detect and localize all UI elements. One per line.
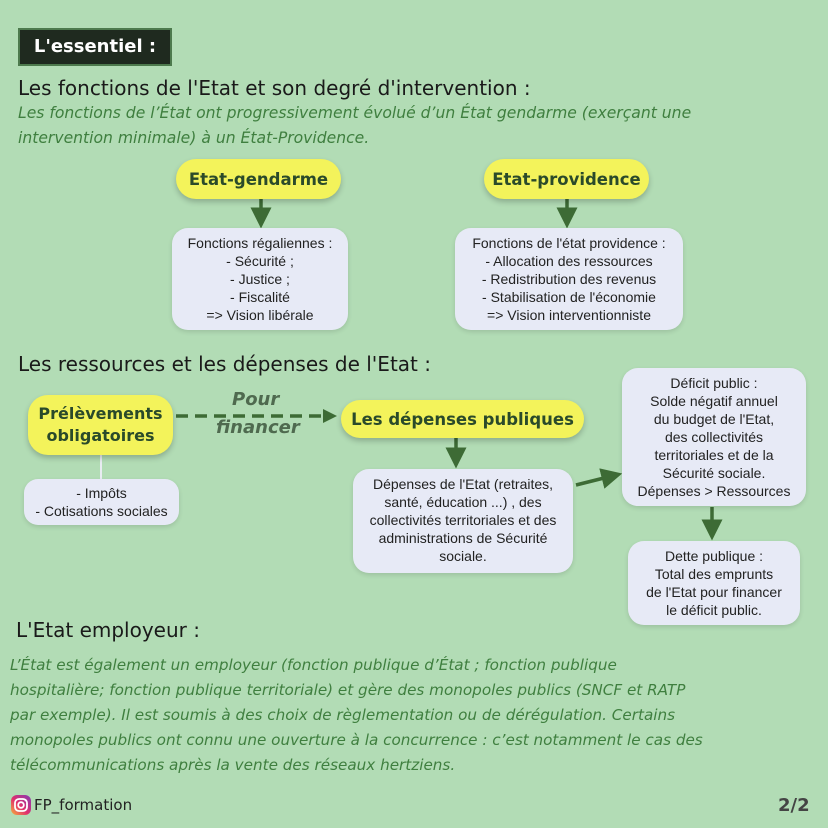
instagram-icon xyxy=(10,794,32,816)
etat-gendarme-pill: Etat-gendarme xyxy=(176,159,341,199)
dette-item: Dette publique : xyxy=(664,548,764,564)
depenses-publiques-pill: Les dépenses publiques xyxy=(341,400,584,438)
gendarme-item: - Justice ; xyxy=(230,271,290,287)
providence-item: - Redistribution des revenus xyxy=(481,271,657,287)
impots-card xyxy=(24,479,179,525)
financer-label: financer xyxy=(216,417,300,438)
pour-label: Pour xyxy=(232,389,280,410)
providence-item: - Stabilisation de l'économie xyxy=(482,289,656,305)
etat-providence-pill: Etat-providence xyxy=(484,159,649,199)
depenses-card xyxy=(353,469,573,573)
intro-line-1: Les fonctions de l’État ont progressivement évolué d’un État gendarme (exerçant une xyxy=(18,104,692,122)
providence-item: Fonctions de l'état providence : xyxy=(472,235,666,251)
providence-item: => Vision interventionniste xyxy=(487,307,651,323)
providence-card xyxy=(455,228,683,330)
gendarme-item: - Fiscalité xyxy=(230,289,290,305)
employeur-line-5: télécommunications après la vente des réseaux hertziens. xyxy=(10,756,456,774)
deficit-item: Déficit public : xyxy=(670,375,758,391)
depenses-item: sociale. xyxy=(439,548,487,564)
impots-item: - Cotisations sociales xyxy=(35,503,168,519)
deficit-item: des collectivités xyxy=(664,429,764,445)
employeur-line-2: hospitalière; fonction publique territoriale) et gère des monopoles publics (SNCF et RATP xyxy=(10,681,686,699)
providence-item: - Allocation des ressources xyxy=(485,253,653,269)
gendarme-card xyxy=(172,228,348,330)
employeur-line-3: par exemple). Il est soumis à des choix de règlementation ou de dérégulation. Certains xyxy=(10,706,676,724)
depenses-item: Dépenses de l'Etat (retraites, xyxy=(372,476,554,492)
page-indicator: 2/2 xyxy=(778,795,810,816)
section-title-ressources: Les ressources et les dépenses de l'Etat : xyxy=(18,352,431,376)
prelevements-line-1: Prélèvements xyxy=(38,404,163,423)
prelevements-pill xyxy=(28,395,173,455)
employeur-line-4: monopoles publics ont connu une ouverture à la concurrence : c’est notamment le cas des xyxy=(10,731,703,749)
section-title-employeur: L'Etat employeur : xyxy=(16,618,200,642)
employeur-line-1: L’État est également un employeur (fonction publique d’État ; fonction publique xyxy=(10,656,617,674)
depenses-item: collectivités territoriales et des xyxy=(369,512,557,528)
deficit-card xyxy=(622,368,806,506)
gendarme-item: => Vision libérale xyxy=(206,307,314,323)
deficit-item: Dépenses > Ressources xyxy=(637,483,791,499)
section-title-fonctions: Les fonctions de l'Etat et son degré d'intervention : xyxy=(18,76,531,100)
depenses-item: santé, éducation ...) , des xyxy=(384,494,542,510)
impots-item: - Impôts xyxy=(76,485,127,501)
footer-handle: FP_formation xyxy=(34,796,133,814)
essentiel-badge: L'essentiel : xyxy=(18,28,172,66)
deficit-item: du budget de l'Etat, xyxy=(653,411,775,427)
arrow-depenses-deficit xyxy=(576,476,612,485)
intro-line-2: intervention minimale) à un État-Providence. xyxy=(18,129,370,147)
dette-item: de l'Etat pour financer xyxy=(646,584,782,600)
dette-item: le déficit public. xyxy=(666,602,762,618)
gendarme-item: - Sécurité ; xyxy=(226,253,294,269)
dette-card xyxy=(628,541,800,625)
dette-item: Total des emprunts xyxy=(654,566,774,582)
deficit-item: Sécurité sociale. xyxy=(662,465,766,481)
gendarme-item: Fonctions régaliennes : xyxy=(187,235,333,251)
deficit-item: territoriales et de la xyxy=(654,447,774,463)
prelevements-line-2: obligatoires xyxy=(46,426,155,445)
deficit-item: Solde négatif annuel xyxy=(650,393,778,409)
depenses-item: administrations de Sécurité xyxy=(378,530,548,546)
